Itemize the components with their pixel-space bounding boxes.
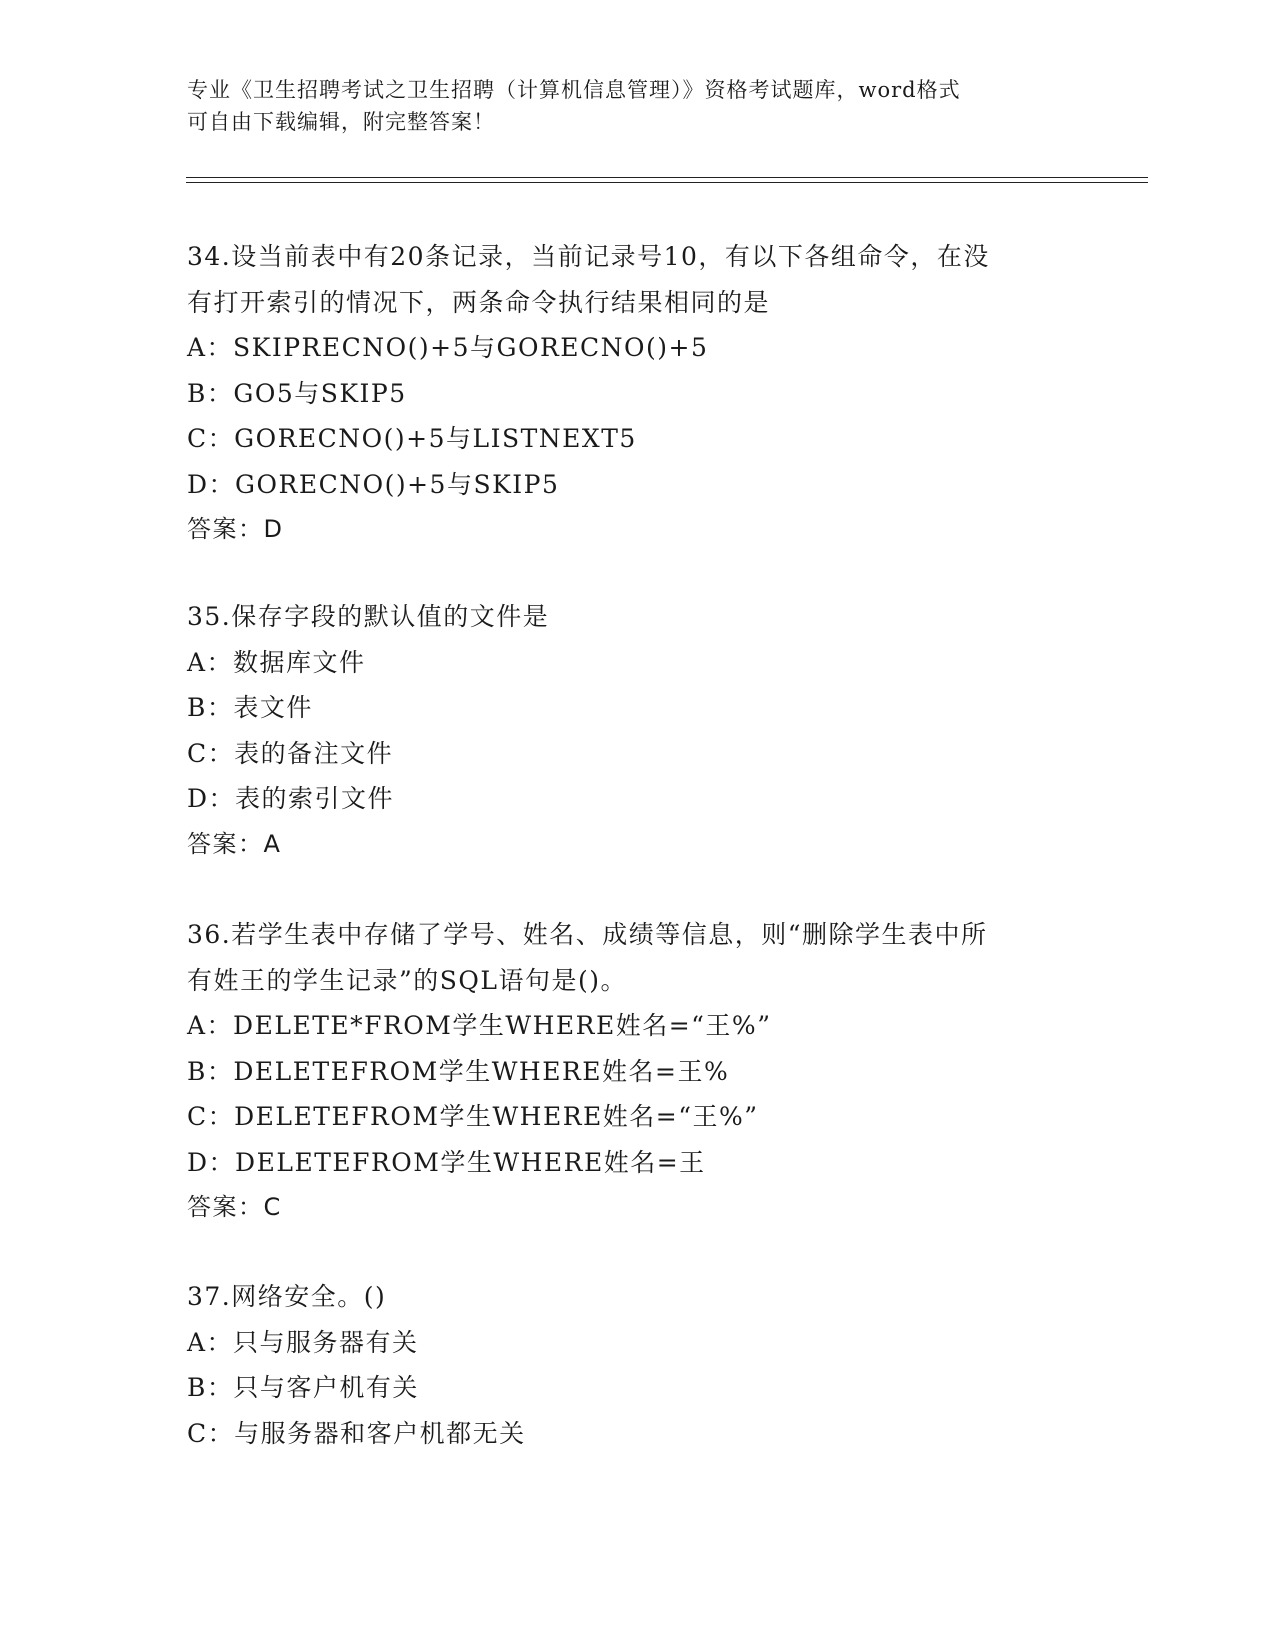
option-b: B：GO5与SKIP5: [187, 378, 407, 408]
option-c: C：表的备注文件: [187, 738, 394, 768]
question-stem-line: 有打开索引的情况下，两条命令执行结果相同的是: [187, 287, 771, 317]
question-stem-line: 36.若学生表中存储了学号、姓名、成绩等信息，则“删除学生表中所: [187, 920, 988, 949]
answer: 答案：A: [187, 829, 282, 858]
header-line-1: 专业《卫生招聘考试之卫生招聘（计算机信息管理）》资格考试题库，word格式: [187, 78, 961, 102]
option-c: C：与服务器和客户机都无关: [187, 1418, 526, 1448]
question-37: [187, 1274, 1067, 1456]
answer: 答案：C: [187, 1193, 282, 1221]
question-35: [187, 594, 1067, 867]
option-d: D：表的索引文件: [187, 784, 395, 813]
header-divider-top: [186, 177, 1148, 178]
option-a: A：DELETE*FROM学生WHERE姓名=“王%”: [187, 1011, 772, 1040]
option-a: A：SKIPRECNO()+5与GORECNO()+5: [187, 333, 709, 362]
document-header: [187, 74, 1067, 138]
question-stem-line: 34.设当前表中有20条记录，当前记录号10，有以下各组命令，在没: [187, 242, 990, 271]
answer: 答案：D: [187, 515, 284, 543]
option-a: A：数据库文件: [187, 647, 366, 677]
header-line-2: 可自由下载编辑，附完整答案！: [187, 110, 495, 134]
option-a: A：只与服务器有关: [187, 1327, 419, 1357]
question-stem-line: 37.网络安全。(): [187, 1282, 387, 1311]
question-34: [187, 234, 1067, 553]
option-b: B：表文件: [187, 693, 313, 722]
option-d: D：DELETEFROM学生WHERE姓名=王: [187, 1147, 706, 1177]
question-36: [187, 912, 1067, 1231]
option-b: B：只与客户机有关: [187, 1373, 419, 1402]
option-b: B：DELETEFROM学生WHERE姓名=王%: [187, 1056, 730, 1086]
question-stem-line: 35.保存字段的默认值的文件是: [187, 602, 550, 631]
option-c: C：GORECNO()+5与LISTNEXT5: [187, 424, 637, 453]
header-divider-bottom: [186, 182, 1148, 183]
option-c: C：DELETEFROM学生WHERE姓名=“王%”: [187, 1102, 759, 1131]
question-stem-line: 有姓王的学生记录”的SQL语句是()。: [187, 965, 628, 995]
option-d: D：GORECNO()+5与SKIP5: [187, 469, 560, 499]
